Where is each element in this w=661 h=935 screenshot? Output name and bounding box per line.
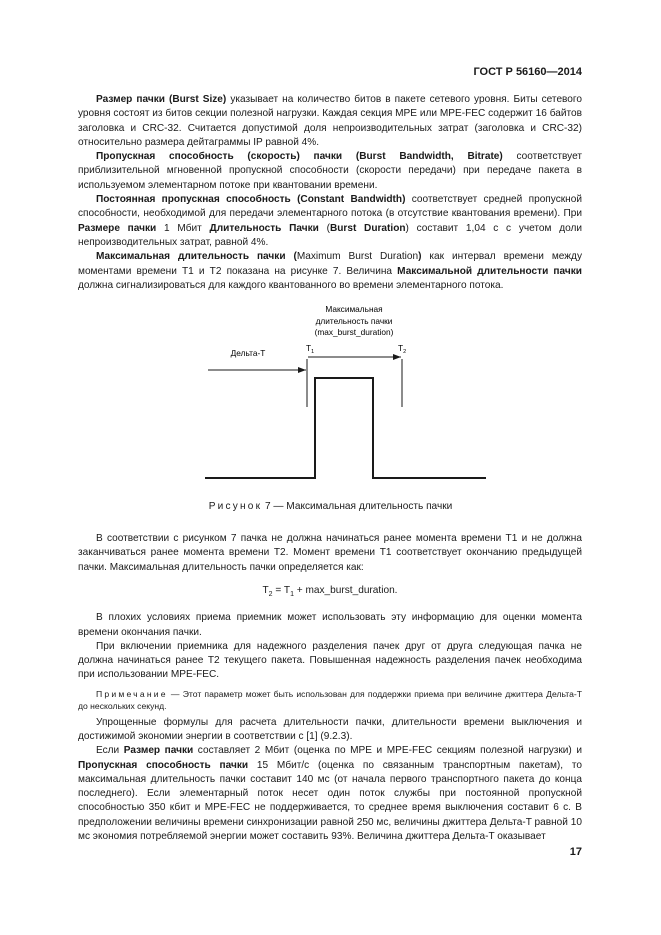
- t1-label: $T_1$: [306, 343, 315, 355]
- text-block-bottom: [78, 532, 582, 844]
- burst-timing-diagram: [0, 295, 661, 495]
- paragraph-max-burst-duration: Максимальная длительность пачки (Maximum Burst Duration) как интервал времени между моментами времени T1 и T2 показана на рисунке 7. Величина Максимальной длительности пачки должна сигнализироваться для каждого квантованного во времени элементарного потока.: [78, 251, 582, 291]
- figure-caption: Рисунок 7 — Максимальная длительность пачки: [208, 501, 453, 512]
- formula-t2: $T_2 = T_1$ + max_burst_duration.: [262, 584, 398, 598]
- max-duration-label-line2: длительность пачки: [315, 316, 393, 326]
- t2-label: $T_2$: [398, 343, 407, 355]
- delta-t-label: Дельта-T: [230, 348, 266, 358]
- max-duration-label-line1: Максимальная: [325, 304, 383, 314]
- page-number: 17: [569, 846, 582, 858]
- paragraph-t1-t2: В соответствии с рисунком 7 пачка не должна начинаться ранее момента времени T1 и не должна заканчиваться ранее момента времени T2. Момент времени T1 соответствует окончанию предыдущей пачки. Максимальная длительность пачки определяется как:: [78, 533, 582, 573]
- paragraph-constant-bandwidth: Постоянная пропускная способность (Constant Bandwidth) соответствует средней пропускной способности, необходимой для передачи элементарного потока (в отсутствие квантования времени). При Размере пачки 1 Мбит Длительность Пачки (Burst Duration) составит 1,04 с с учетом доли непроизводительных затрат, равной 4%.: [78, 194, 583, 248]
- document-header: ГОСТ Р 56160—2014: [473, 66, 582, 78]
- paragraph-burst-size: Размер пачки (Burst Size) указывает на количество битов в пакете сетевого уровня. Биты сетевого уровня состоят из битов секции полезной нагрузки. Каждая секция MPE или MPE-FEC содержит 16 байтов заголовка и CRC-32. Считается допустимой доля непроизводительных затрат (заголовка и CRC-32) относительно размера дейтаграммы IP равной 4%.: [78, 94, 582, 148]
- paragraph-receiver-on: При включении приемника для надежного разделения пачек друг от друга следующая пачка не должна начинаться ранее T2 текущего пакета. Повышенная надежность разделения пачек необходима при использовании MPE-FEC.: [78, 640, 582, 681]
- burst-pulse-waveform: [205, 378, 486, 478]
- max-duration-label-line3: (max_burst_duration): [314, 327, 394, 337]
- paragraph-burst-example: Если Размер пачки составляет 2 Мбит (оценка по MPE и MPE-FEC секциям полезной нагрузки) и Пропускная способность пачки 15 Мбит/с (оценка по связанным транспортным пакетам), то максимальная длительность пачки составит 140 мс (от начала первого транспортного пакета до конца последнего). Если элементарный поток несет один поток службы при постоянной пропускной способностью 350 кбит и MPE-FEC не поддерживается, то среднее время выключения составит 6 с. В предположении величины времени синхронизации равной 250 мс, величины джиттера Дельта-T равной 10 мс экономия потребляемой энергии может составить 93%. Величина джиттера Дельта-T оказывает: [78, 745, 582, 843]
- paragraph-burst-bandwidth: Пропускная способность (скорость) пачки (Burst Bandwidth, Bitrate) соответствует приблизительной мгновенной пропускной способности (скорости передачи) при передаче пакета в используемом элементарном потоке при квантовании времени.: [78, 151, 582, 191]
- note-paragraph: Примечание — Этот параметр может быть использован для поддержки приема при величине джиттера Дельта-T до нескольких секунд.: [78, 688, 582, 711]
- paragraph-simplified-formulas: Упрощенные формулы для расчета длительности пачки, длительности времени выключения и достижимой экономии энергии в соответствии с [1] (9.2.3).: [78, 716, 582, 742]
- text-block-top: [78, 93, 582, 293]
- paragraph-poor-reception: В плохих условиях приема приемник может использовать эту информацию для оценки момента времени окончания пачки.: [78, 612, 582, 638]
